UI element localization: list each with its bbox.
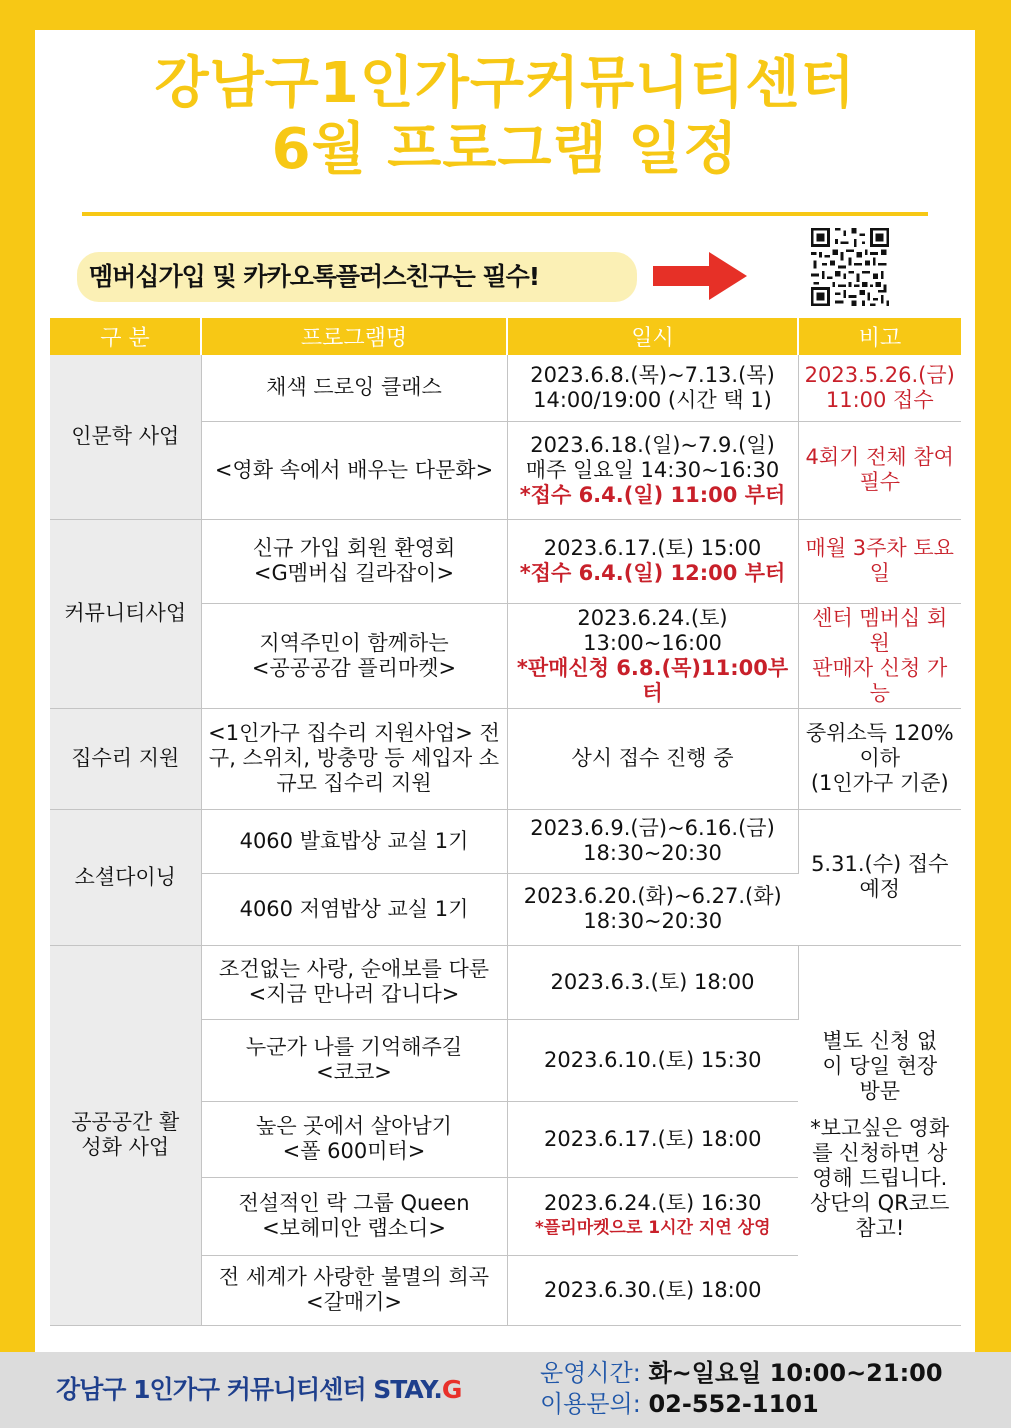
program-name: 높은 곳에서 살아남기 <폴 600미터> bbox=[201, 1101, 507, 1177]
table-row bbox=[50, 355, 961, 421]
arrow-right-icon bbox=[653, 252, 747, 300]
category-community: 커뮤니티사업 bbox=[50, 519, 201, 708]
contact-phone: 이용문의: 02-552-1101 bbox=[540, 1390, 819, 1418]
program-name: 4060 발효밥상 교실 1기 bbox=[201, 809, 507, 873]
table-row bbox=[50, 809, 961, 873]
category-public-space: 공공공간 활성화 사업 bbox=[50, 945, 201, 1325]
program-datetime: 2023.6.9.(금)~6.16.(금) 18:30~20:30 bbox=[507, 809, 798, 873]
poster-title-line2: 6월 프로그램 일정 bbox=[271, 117, 739, 182]
program-name: <1인가구 집수리 지원사업> 전구, 스위치, 방충망 등 세입자 소규모 집수리 지원 bbox=[201, 708, 507, 809]
table-row bbox=[50, 708, 961, 809]
program-remark: 4회기 전체 참여 필수 bbox=[798, 421, 961, 519]
program-datetime: 2023.6.30.(토) 18:00 bbox=[507, 1255, 798, 1325]
operating-hours: 운영시간: 화~일요일 10:00~21:00 bbox=[540, 1359, 943, 1387]
center-brand: 강남구 1인가구 커뮤니티센터 STAY.G bbox=[56, 1375, 462, 1404]
program-datetime: 2023.6.24.(토) 16:30 *플리마켓으로 1시간 지연 상영 bbox=[507, 1177, 798, 1255]
program-datetime: 2023.6.17.(토) 18:00 bbox=[507, 1101, 798, 1177]
program-schedule-table bbox=[50, 318, 961, 1326]
category-humanities: 인문학 사업 bbox=[50, 355, 201, 519]
membership-notice: 멤버십가입 및 카카오톡플러스친구는 필수! bbox=[77, 252, 637, 302]
program-remark: 5.31.(수) 접수 예정 bbox=[798, 809, 961, 945]
program-datetime: 2023.6.10.(토) 15:30 bbox=[507, 1019, 798, 1101]
program-name: 누군가 나를 기억해주길 <코코> bbox=[201, 1019, 507, 1101]
program-remark: 중위소득 120%이하 (1인가구 기준) bbox=[798, 708, 961, 809]
program-datetime: 상시 접수 진행 중 bbox=[507, 708, 798, 809]
header-program: 프로그램명 bbox=[201, 318, 507, 355]
program-datetime: 2023.6.17.(토) 15:00 *접수 6.4.(일) 12:00 부터 bbox=[507, 519, 798, 603]
program-remark: 2023.5.26.(금) 11:00 접수 bbox=[798, 355, 961, 421]
qr-code-icon[interactable] bbox=[811, 228, 889, 306]
program-name: 채색 드로잉 클래스 bbox=[201, 355, 507, 421]
category-repair: 집수리 지원 bbox=[50, 708, 201, 809]
program-datetime: 2023.6.3.(토) 18:00 bbox=[507, 945, 798, 1019]
program-name: 전설적인 락 그룹 Queen <보헤미안 랩소디> bbox=[201, 1177, 507, 1255]
program-name: 신규 가입 회원 환영회 <G멤버십 길라잡이> bbox=[201, 519, 507, 603]
program-name: 전 세계가 사랑한 불멸의 희곡 <갈매기> bbox=[201, 1255, 507, 1325]
program-name: 4060 저염밥상 교실 1기 bbox=[201, 873, 507, 945]
header-category: 구 분 bbox=[50, 318, 201, 355]
footer-bar bbox=[0, 1352, 1011, 1428]
program-datetime: 2023.6.24.(토) 13:00~16:00 *판매신청 6.8.(목)11:00부터 bbox=[507, 603, 798, 708]
header-remarks: 비고 bbox=[798, 318, 961, 355]
table-header-row bbox=[50, 318, 961, 355]
program-datetime: 2023.6.8.(목)~7.13.(목) 14:00/19:00 (시간 택 1) bbox=[507, 355, 798, 421]
poster-title-line1: 강남구1인가구커뮤니티센터 bbox=[154, 51, 856, 116]
program-name: 조건없는 사랑, 순애보를 다룬 <지금 만나러 갑니다> bbox=[201, 945, 507, 1019]
category-dining: 소셜다이닝 bbox=[50, 809, 201, 945]
table-row bbox=[50, 945, 961, 1019]
header-datetime: 일시 bbox=[507, 318, 798, 355]
program-name: <영화 속에서 배우는 다문화> bbox=[201, 421, 507, 519]
program-remark: 센터 멤버십 회원 판매자 신청 가능 bbox=[798, 603, 961, 708]
title-divider bbox=[82, 212, 928, 216]
table-row bbox=[50, 519, 961, 603]
program-name: 지역주민이 함께하는 <공공공감 플리마켓> bbox=[201, 603, 507, 708]
poster-sheet bbox=[35, 30, 975, 1352]
program-datetime: 2023.6.18.(일)~7.9.(일) 매주 일요일 14:30~16:30 *접수 6.4.(일) 11:00 부터 bbox=[507, 421, 798, 519]
program-remark: 별도 신청 없이 당일 현장 방문 *보고싶은 영화를 신청하면 상영해 드립니다. 상단의 QR코드 참고! bbox=[798, 945, 961, 1325]
program-remark: 매월 3주차 토요일 bbox=[798, 519, 961, 603]
contact-info bbox=[540, 1358, 943, 1420]
program-datetime: 2023.6.20.(화)~6.27.(화) 18:30~20:30 bbox=[507, 873, 798, 945]
